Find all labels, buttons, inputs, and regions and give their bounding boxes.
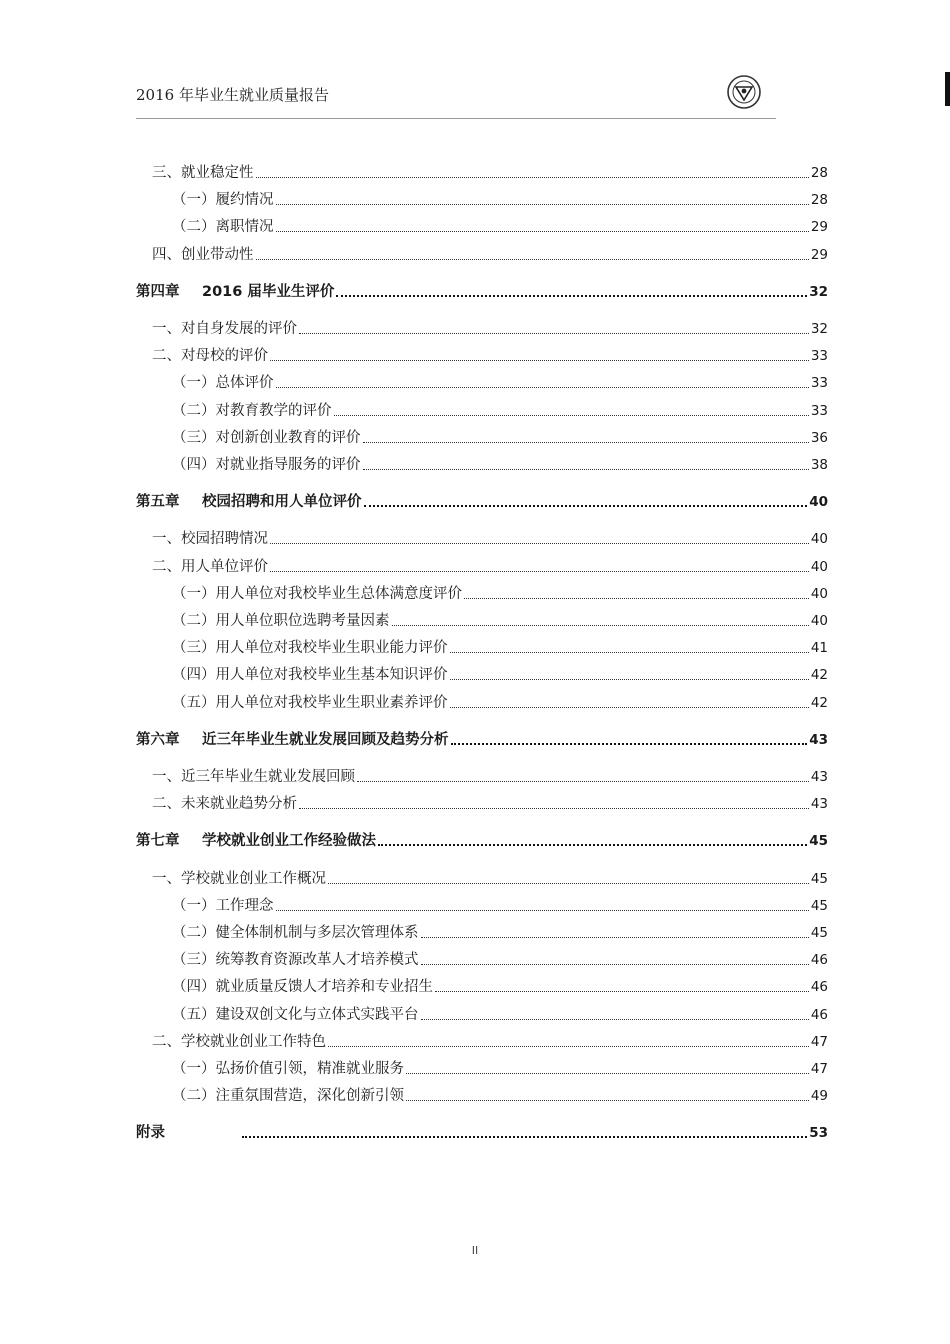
toc-entry-label: （二）健全体制机制与多层次管理体系 [172, 925, 419, 941]
page-header [136, 84, 776, 124]
report-title: 2016 年毕业生就业质量报告 [136, 86, 329, 104]
toc-dot-leader [270, 360, 809, 361]
toc-page-number: 32 [809, 283, 828, 300]
toc-page-number: 45 [809, 833, 828, 850]
toc-page-number: 40 [810, 613, 828, 629]
toc-page-number: 41 [810, 640, 828, 657]
toc-dot-leader [336, 295, 807, 297]
toc-entry-label: （三）统筹教育资源改革人才培养模式 [172, 952, 419, 969]
toc-page-number: 43 [810, 796, 828, 813]
toc-page-number: 46 [810, 979, 828, 996]
toc-page-number: 45 [810, 870, 828, 887]
page-number: II [471, 1244, 479, 1257]
toc-chapter-title: 学校就业创业工作经验做法 [202, 833, 376, 850]
toc-dot-leader [256, 259, 809, 260]
toc-entry-label [136, 832, 376, 850]
toc-dot-leader [299, 333, 809, 334]
toc-entry[interactable] [136, 214, 828, 236]
toc-entry[interactable] [136, 370, 828, 392]
toc-entry[interactable] [136, 425, 828, 447]
toc-entry[interactable] [136, 1002, 828, 1024]
toc-chapter-number: 第七章 [136, 833, 180, 850]
toc-chapter-number: 附录 [136, 1125, 165, 1142]
toc-entry[interactable] [136, 526, 828, 548]
toc-dot-leader [276, 910, 809, 911]
toc-entry-label: （二）注重氛围营造，深化创新引领 [172, 1088, 404, 1105]
toc-page-number: 28 [810, 165, 828, 181]
toc-page-number: 33 [810, 402, 828, 419]
toc-entry-label: （四）用人单位对我校毕业生基本知识评价 [172, 667, 448, 684]
toc-page-number: 49 [810, 1088, 828, 1105]
toc-dot-leader [406, 1073, 809, 1074]
toc-page-number: 32 [810, 321, 828, 337]
toc-entry[interactable] [136, 662, 828, 684]
toc-entry-label: 一、校园招聘情况 [152, 531, 268, 548]
toc-entry-label: （二）对教育教学的评价 [172, 402, 332, 419]
toc-dot-leader [270, 571, 809, 572]
toc-entry-label [136, 493, 362, 511]
toc-entry[interactable] [136, 581, 828, 603]
toc-page-number: 29 [810, 219, 828, 236]
toc-entry-label: （四）就业质量反馈人才培养和专业招生 [172, 979, 433, 996]
toc-page-number: 43 [810, 769, 828, 785]
toc-entry[interactable] [136, 452, 828, 474]
toc-page-number: 45 [810, 925, 828, 941]
toc-entry-label: 一、对自身发展的评价 [152, 321, 297, 337]
toc-page-number: 33 [810, 348, 828, 365]
toc-page-number: 36 [810, 429, 828, 446]
toc-page-number: 46 [810, 952, 828, 969]
toc-page-number: 42 [810, 667, 828, 684]
toc-dot-leader [421, 1019, 809, 1020]
edge-mark [945, 72, 950, 106]
toc-dot-leader [276, 231, 809, 232]
toc-dot-leader [328, 1046, 809, 1047]
toc-dot-leader [276, 204, 809, 205]
toc-entry[interactable] [136, 316, 828, 338]
toc-dot-leader [435, 991, 809, 992]
toc-entry-label: 四、创业带动性 [152, 246, 254, 263]
toc-page-number: 47 [810, 1061, 828, 1077]
toc-dot-leader [378, 844, 807, 846]
toc-page-number: 40 [810, 585, 828, 602]
toc-entry[interactable] [136, 635, 828, 657]
toc-chapter-title: 校园招聘和用人单位评价 [202, 494, 362, 511]
toc-entry-label: 三、就业稳定性 [152, 165, 254, 181]
toc-entry-label: 一、近三年毕业生就业发展回顾 [152, 769, 355, 785]
toc-page-number: 40 [810, 558, 828, 575]
toc-entry-label: 一、学校就业创业工作概况 [152, 870, 326, 887]
toc-entry-label: （一）用人单位对我校毕业生总体满意度评价 [172, 585, 462, 602]
toc-dot-leader [451, 743, 808, 745]
toc-chapter-title: 2016 届毕业生评价 [202, 283, 335, 300]
toc-page-number: 28 [810, 192, 828, 209]
toc-page-number: 46 [810, 1006, 828, 1023]
toc-entry-label [136, 731, 449, 749]
toc-dot-leader [357, 781, 809, 782]
toc-chapter[interactable] [136, 828, 828, 850]
toc-page-number: 45 [810, 897, 828, 914]
toc-entry[interactable] [136, 343, 828, 365]
toc-dot-leader [270, 543, 809, 544]
toc-entry-label: （四）对就业指导服务的评价 [172, 457, 361, 473]
toc-dot-leader [276, 387, 809, 388]
toc-dot-leader [363, 442, 809, 443]
toc-entry[interactable] [136, 160, 828, 182]
header-rule [136, 118, 776, 119]
toc-entry[interactable] [136, 690, 828, 712]
toc-entry[interactable] [136, 920, 828, 942]
toc-page-number: 42 [810, 694, 828, 711]
toc-entry[interactable] [136, 398, 828, 420]
toc-page-number: 38 [810, 457, 828, 473]
toc-entry[interactable] [136, 1029, 828, 1051]
toc-entry-label [136, 1124, 240, 1142]
toc-dot-leader [392, 625, 809, 626]
toc-chapter[interactable] [136, 489, 828, 511]
toc-entry-label: （一）总体评价 [172, 375, 274, 392]
university-seal-icon [726, 74, 762, 110]
toc-entry-label: 二、学校就业创业工作特色 [152, 1033, 326, 1050]
toc-entry[interactable] [136, 893, 828, 915]
toc-entry-label: （一）弘扬价值引领，精准就业服务 [172, 1061, 404, 1077]
toc-entry[interactable] [136, 554, 828, 576]
toc-entry-label [136, 283, 334, 301]
toc-entry[interactable] [136, 947, 828, 969]
toc-entry[interactable] [136, 187, 828, 209]
toc-entry[interactable] [136, 974, 828, 996]
toc-entry[interactable] [136, 1056, 828, 1078]
toc-dot-leader [450, 652, 809, 653]
toc-entry-label: 二、对母校的评价 [152, 348, 268, 365]
toc-page-number: 33 [810, 375, 828, 392]
toc-dot-leader [406, 1100, 809, 1101]
toc-dot-leader [256, 177, 809, 178]
toc-page-number: 47 [810, 1033, 828, 1050]
toc-entry[interactable] [136, 866, 828, 888]
toc-dot-leader [421, 964, 809, 965]
toc-entry[interactable] [136, 791, 828, 813]
toc-dot-leader [299, 808, 809, 809]
toc-dot-leader [421, 937, 809, 938]
toc-entry-label: 二、未来就业趋势分析 [152, 796, 297, 813]
toc-dot-leader [450, 707, 809, 708]
toc-chapter-title: 近三年毕业生就业发展回顾及趋势分析 [202, 731, 449, 748]
toc-entry-label: （三）用人单位对我校毕业生职业能力评价 [172, 640, 448, 657]
toc-dot-leader [363, 469, 809, 470]
toc-chapter-number: 第四章 [136, 283, 180, 300]
toc-entry-label: （一）履约情况 [172, 192, 274, 209]
toc-chapter[interactable] [136, 279, 828, 301]
toc-page-number: 43 [809, 731, 828, 748]
toc-page-number: 29 [810, 246, 828, 263]
toc-chapter-number: 第六章 [136, 731, 180, 748]
toc-entry[interactable] [136, 242, 828, 264]
toc-dot-leader [242, 1136, 807, 1138]
toc-chapter[interactable] [136, 727, 828, 749]
toc-entry-label: （五）用人单位对我校毕业生职业素养评价 [172, 694, 448, 711]
toc-chapter-number: 第五章 [136, 494, 180, 511]
toc-page-number: 53 [809, 1125, 828, 1142]
toc-entry-label: （二）用人单位职位选聘考量因素 [172, 613, 390, 629]
toc-dot-leader [334, 415, 809, 416]
toc-page-number: 40 [810, 531, 828, 548]
toc-dot-leader [364, 505, 808, 507]
toc-entry-label: （二）离职情况 [172, 219, 274, 236]
toc-dot-leader [450, 679, 809, 680]
toc-entry-label: （一）工作理念 [172, 897, 274, 914]
toc-dot-leader [464, 598, 809, 599]
toc-chapter[interactable] [136, 1120, 828, 1142]
toc-dot-leader [328, 883, 809, 884]
toc-entry-label: （三）对创新创业教育的评价 [172, 429, 361, 446]
toc-entry[interactable] [136, 608, 828, 630]
toc-entry-label: （五）建设双创文化与立体式实践平台 [172, 1006, 419, 1023]
toc-entry-label: 二、用人单位评价 [152, 558, 268, 575]
toc-entry[interactable] [136, 764, 828, 786]
toc-entry[interactable] [136, 1083, 828, 1105]
toc-page-number: 40 [809, 494, 828, 511]
